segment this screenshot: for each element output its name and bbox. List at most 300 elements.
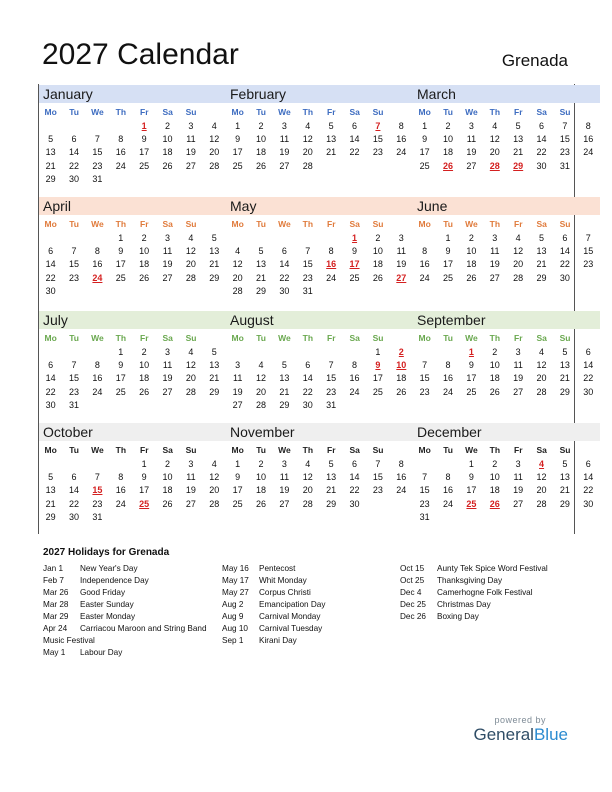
empty-cell [249,346,272,359]
empty-cell [249,232,272,245]
day-cell: 5 [48,134,54,145]
weekday-label: Mo [44,333,57,343]
day-cell: 17 [419,147,430,158]
day-cell: 25 [115,386,126,397]
month-july [39,311,226,412]
day-cell: 20 [209,147,220,158]
day-cell: 1 [118,347,124,357]
day-cell: 23 [372,147,383,158]
day-cell: 6 [352,459,358,469]
day-cell: 25 [419,160,430,171]
day-cell: 30 [279,285,290,296]
empty-cell [273,232,296,245]
day-cell: 18 [372,259,383,270]
weekday-header [413,216,600,232]
day-cell: 24 [396,485,407,496]
weekday-header [226,216,413,232]
day-cell: 4 [188,347,194,357]
day-cell: 8 [585,121,591,131]
empty-cell [296,346,319,359]
day-cell: 7 [375,459,381,469]
weekday-label: Tu [69,107,79,117]
month-september [413,311,600,399]
weekday-header [226,330,413,346]
day-cell: 30 [583,498,594,509]
day-cell: 26 [466,272,477,283]
day-cell: 9 [141,134,147,145]
day-cell: 13 [559,472,570,483]
month-name: February [226,85,413,103]
weekday-label: We [91,107,104,117]
day-cell: 19 [513,373,524,384]
day-cell: 14 [45,373,56,384]
day-cell: 27 [466,160,477,171]
day-cell: 11 [162,246,173,257]
day-cell: 8 [352,360,358,371]
day-cell: 16 [92,259,103,270]
holiday-name: Kirani Day [259,636,297,645]
day-cell: 7 [71,360,77,371]
day-cell: 15 [69,259,80,270]
holiday-date: Dec 26 [400,612,426,621]
weekday-label: Mo [44,445,57,455]
day-cell: 17 [372,373,383,384]
day-cell: 11 [233,373,243,384]
weekday-label: Sa [349,333,360,343]
day-cell: 9 [118,360,124,371]
day-cell: 23 [583,259,594,270]
day-cell: 15 [326,373,337,384]
weekday-label: Su [372,107,384,117]
weekday-label: Th [489,107,501,117]
weekday-label: Tu [69,445,79,455]
day-cell: 28 [513,272,524,283]
weekday-label: We [465,219,478,229]
day-cell: 8 [445,472,451,483]
day-cell: 13 [209,360,220,371]
day-cell: 7 [94,134,100,145]
day-cell: 18 [489,485,500,496]
day-cell: 5 [562,459,568,469]
holiday-day-cell: 26 [443,160,454,171]
day-cell: 6 [71,134,77,145]
day-cell: 25 [349,272,360,283]
holiday-name: Boxing Day [437,612,479,621]
weekday-label: Fr [327,219,336,229]
day-grid [226,346,413,412]
day-cell: 5 [328,121,334,131]
day-cell: 30 [536,160,547,171]
day-cell: 8 [422,246,428,257]
weekday-label: Fr [514,445,523,455]
weekday-label: Fr [327,333,336,343]
day-cell: 19 [466,147,477,158]
country-name: Grenada [501,51,568,70]
day-cell: 6 [539,121,545,131]
day-cell: 13 [45,147,56,158]
day-cell: 12 [209,134,220,145]
day-cell: 26 [139,272,150,283]
day-cell: 2 [141,347,147,357]
day-cell: 13 [209,246,220,257]
day-grid [39,120,226,186]
weekday-label: Mo [418,107,431,117]
holiday-name: Easter Monday [80,612,136,621]
day-cell: 2 [375,233,381,243]
day-cell: 16 [115,485,126,496]
weekday-label: We [278,333,291,343]
day-cell: 14 [349,134,360,145]
weekday-header [39,216,226,232]
weekday-label: Th [302,219,314,229]
holiday-item [400,587,580,599]
day-cell: 13 [559,360,570,371]
weekday-label: Fr [140,445,149,455]
day-cell: 22 [302,386,313,397]
day-cell: 5 [211,347,217,357]
day-cell: 10 [256,472,267,483]
holiday-day-cell: 29 [513,160,524,171]
day-cell: 3 [515,347,521,357]
day-cell: 21 [536,259,547,270]
day-cell: 9 [235,472,241,483]
day-cell: 16 [419,259,430,270]
day-cell: 17 [466,373,477,384]
holiday-day-cell: 1 [468,347,474,357]
day-cell: 20 [513,259,524,270]
day-cell: 27 [185,160,196,171]
empty-cell [320,232,343,245]
empty-cell [343,346,366,359]
day-cell: 24 [349,386,360,397]
day-cell: 17 [139,485,150,496]
holiday-date: Feb 7 [43,576,64,585]
day-cell: 16 [349,373,360,384]
month-name: July [39,311,226,329]
day-cell: 19 [185,147,196,158]
empty-cell [320,346,343,359]
day-cell: 2 [258,459,264,469]
month-name: November [226,423,413,441]
day-grid [413,232,600,285]
holiday-item [222,623,402,635]
day-cell: 20 [256,386,267,397]
month-name: January [39,85,226,103]
holiday-date: May 1 [43,648,66,657]
weekday-label: Th [489,333,501,343]
weekday-label: Th [489,445,501,455]
weekday-label: Th [302,333,314,343]
day-cell: 4 [305,459,311,469]
day-cell: 4 [515,233,521,243]
holiday-day-cell: 4 [539,459,545,469]
holiday-name: Independence Day [80,576,149,585]
weekday-label: Tu [256,107,266,117]
day-cell: 18 [256,147,267,158]
day-cell: 16 [583,134,594,145]
day-cell: 23 [302,272,313,283]
day-cell: 12 [185,360,196,371]
weekday-label: Mo [418,333,431,343]
day-cell: 5 [258,246,264,257]
day-cell: 20 [209,485,220,496]
day-cell: 10 [443,134,454,145]
holiday-name: Aunty Tek Spice Word Festival [437,564,548,573]
day-cell: 21 [279,386,290,397]
day-cell: 6 [48,246,54,257]
day-cell: 3 [468,121,474,131]
day-cell: 9 [141,472,147,483]
weekday-label: Su [559,219,571,229]
day-cell: 29 [45,173,56,184]
day-cell: 3 [188,459,194,469]
day-cell: 12 [489,134,500,145]
weekday-label: Mo [231,333,244,343]
day-cell: 19 [279,485,290,496]
day-cell: 30 [69,511,80,522]
holiday-name: Thanksgiving Day [437,576,503,585]
day-cell: 6 [305,360,311,371]
day-cell: 29 [279,399,290,410]
day-cell: 9 [468,360,474,371]
holiday-item [400,563,580,575]
day-cell: 30 [559,272,570,283]
day-grid [413,458,600,524]
day-cell: 24 [396,147,407,158]
weekday-label: Tu [69,333,79,343]
empty-cell [39,232,62,245]
day-cell: 25 [115,272,126,283]
weekday-label: Tu [443,219,453,229]
weekday-label: Sa [536,445,547,455]
day-cell: 19 [162,373,173,384]
empty-cell [39,120,62,133]
day-cell: 2 [258,121,264,131]
day-cell: 17 [466,485,477,496]
day-cell: 28 [302,160,313,171]
day-cell: 2 [492,347,498,357]
month-name: August [226,311,413,329]
weekday-label: Sa [162,445,173,455]
weekday-label: Fr [327,445,336,455]
day-cell: 20 [536,485,547,496]
day-cell: 5 [562,347,568,357]
weekday-label: Sa [162,219,173,229]
day-cell: 22 [45,272,56,283]
holiday-item [43,623,223,647]
day-cell: 6 [562,233,568,243]
day-cell: 20 [302,485,313,496]
day-cell: 23 [372,485,383,496]
holiday-item [43,599,223,611]
empty-cell [296,232,319,245]
day-cell: 15 [419,485,430,496]
day-cell: 6 [71,472,77,483]
holiday-item [222,635,402,647]
weekday-label: Sa [349,107,360,117]
holiday-name: Christmas Day [437,600,491,609]
weekday-header [39,104,226,120]
day-cell: 24 [419,272,430,283]
holiday-date: Mar 26 [43,588,69,597]
day-cell: 9 [445,246,451,257]
month-october [39,423,226,524]
weekday-label: Su [559,333,571,343]
day-cell: 3 [188,121,194,131]
day-cell: 27 [162,386,173,397]
day-cell: 28 [256,399,267,410]
day-cell: 8 [118,134,124,145]
weekday-label: Su [372,445,384,455]
day-cell: 11 [279,134,290,145]
day-cell: 29 [559,498,570,509]
day-cell: 28 [185,386,196,397]
holiday-item [222,563,402,575]
day-cell: 1 [468,459,474,469]
day-cell: 14 [349,472,360,483]
day-cell: 29 [536,272,547,283]
day-cell: 11 [466,134,477,145]
day-cell: 27 [279,160,290,171]
day-cell: 18 [443,147,454,158]
weekday-label: Mo [231,445,244,455]
holiday-date: Mar 29 [43,612,69,621]
brand-logo [473,715,568,745]
day-cell: 26 [139,386,150,397]
holiday-item [43,563,223,575]
weekday-header [39,330,226,346]
day-cell: 22 [583,485,594,496]
day-cell: 27 [513,498,524,509]
day-cell: 6 [281,246,287,257]
holiday-item [43,647,223,659]
holiday-date: Aug 9 [222,612,244,621]
day-cell: 3 [492,233,498,243]
holiday-date: May 16 [222,564,249,573]
day-cell: 28 [232,285,243,296]
month-name: March [413,85,600,103]
weekday-label: Sa [162,333,173,343]
empty-cell [86,346,109,359]
empty-cell [436,458,459,471]
day-cell: 24 [115,160,126,171]
day-cell: 20 [185,259,196,270]
day-cell: 12 [209,472,220,483]
day-cell: 1 [235,121,241,131]
holiday-name: Good Friday [80,588,126,597]
day-cell: 13 [326,134,337,145]
month-name: April [39,197,226,215]
day-cell: 26 [256,160,267,171]
month-june [413,197,600,285]
month-name: June [413,197,600,215]
day-cell: 18 [162,485,173,496]
day-cell: 19 [396,259,407,270]
day-cell: 12 [232,259,243,270]
day-cell: 15 [583,246,594,257]
month-january [39,85,226,186]
day-cell: 11 [279,472,290,483]
day-cell: 30 [69,173,80,184]
day-cell: 18 [489,373,500,384]
weekday-label: Su [185,107,197,117]
day-cell: 23 [326,386,337,397]
day-cell: 26 [162,160,173,171]
day-cell: 7 [71,246,77,257]
empty-cell [62,346,85,359]
day-cell: 1 [118,233,124,243]
day-cell: 5 [515,121,521,131]
day-cell: 23 [419,386,430,397]
day-cell: 5 [211,233,217,243]
day-cell: 12 [536,360,547,371]
day-cell: 15 [69,373,80,384]
weekday-label: Fr [327,107,336,117]
day-cell: 18 [139,259,150,270]
day-cell: 13 [326,472,337,483]
day-cell: 4 [211,459,217,469]
holiday-item [222,611,402,623]
day-grid [226,120,413,173]
day-cell: 21 [45,160,56,171]
day-cell: 22 [69,498,80,509]
day-cell: 31 [92,173,103,184]
day-cell: 29 [256,285,267,296]
weekday-label: Mo [231,219,244,229]
empty-cell [436,346,459,359]
day-cell: 27 [185,498,196,509]
holiday-name: Camerhogne Folk Festival [437,588,533,597]
day-cell: 12 [185,246,196,257]
day-cell: 7 [94,472,100,483]
day-cell: 4 [188,233,194,243]
month-name: September [413,311,600,329]
holiday-day-cell: 24 [92,272,103,283]
day-cell: 20 [536,373,547,384]
day-cell: 8 [445,360,451,371]
day-cell: 14 [583,472,594,483]
holiday-date: Aug 10 [222,624,248,633]
empty-cell [109,120,132,133]
day-cell: 15 [419,373,430,384]
weekday-label: Su [559,445,571,455]
day-cell: 8 [398,459,404,469]
day-cell: 4 [211,121,217,131]
holiday-name: Whit Monday [259,576,307,585]
day-cell: 14 [69,485,80,496]
holiday-column [222,563,402,647]
holiday-date: Dec 25 [400,600,426,609]
day-cell: 4 [539,347,545,357]
weekday-label: Tu [443,333,453,343]
weekday-label: Fr [140,219,149,229]
day-cell: 23 [69,272,80,283]
day-cell: 11 [186,134,196,145]
day-cell: 16 [396,472,407,483]
day-cell: 22 [69,160,80,171]
weekday-label: Sa [349,445,360,455]
day-cell: 20 [185,373,196,384]
day-cell: 6 [585,459,591,469]
day-grid [413,346,600,399]
weekday-label: Tu [443,445,453,455]
weekday-label: Mo [44,219,57,229]
day-cell: 8 [94,246,100,257]
day-cell: 12 [302,472,313,483]
day-cell: 13 [256,259,267,270]
day-cell: 25 [139,160,150,171]
day-cell: 27 [513,386,524,397]
